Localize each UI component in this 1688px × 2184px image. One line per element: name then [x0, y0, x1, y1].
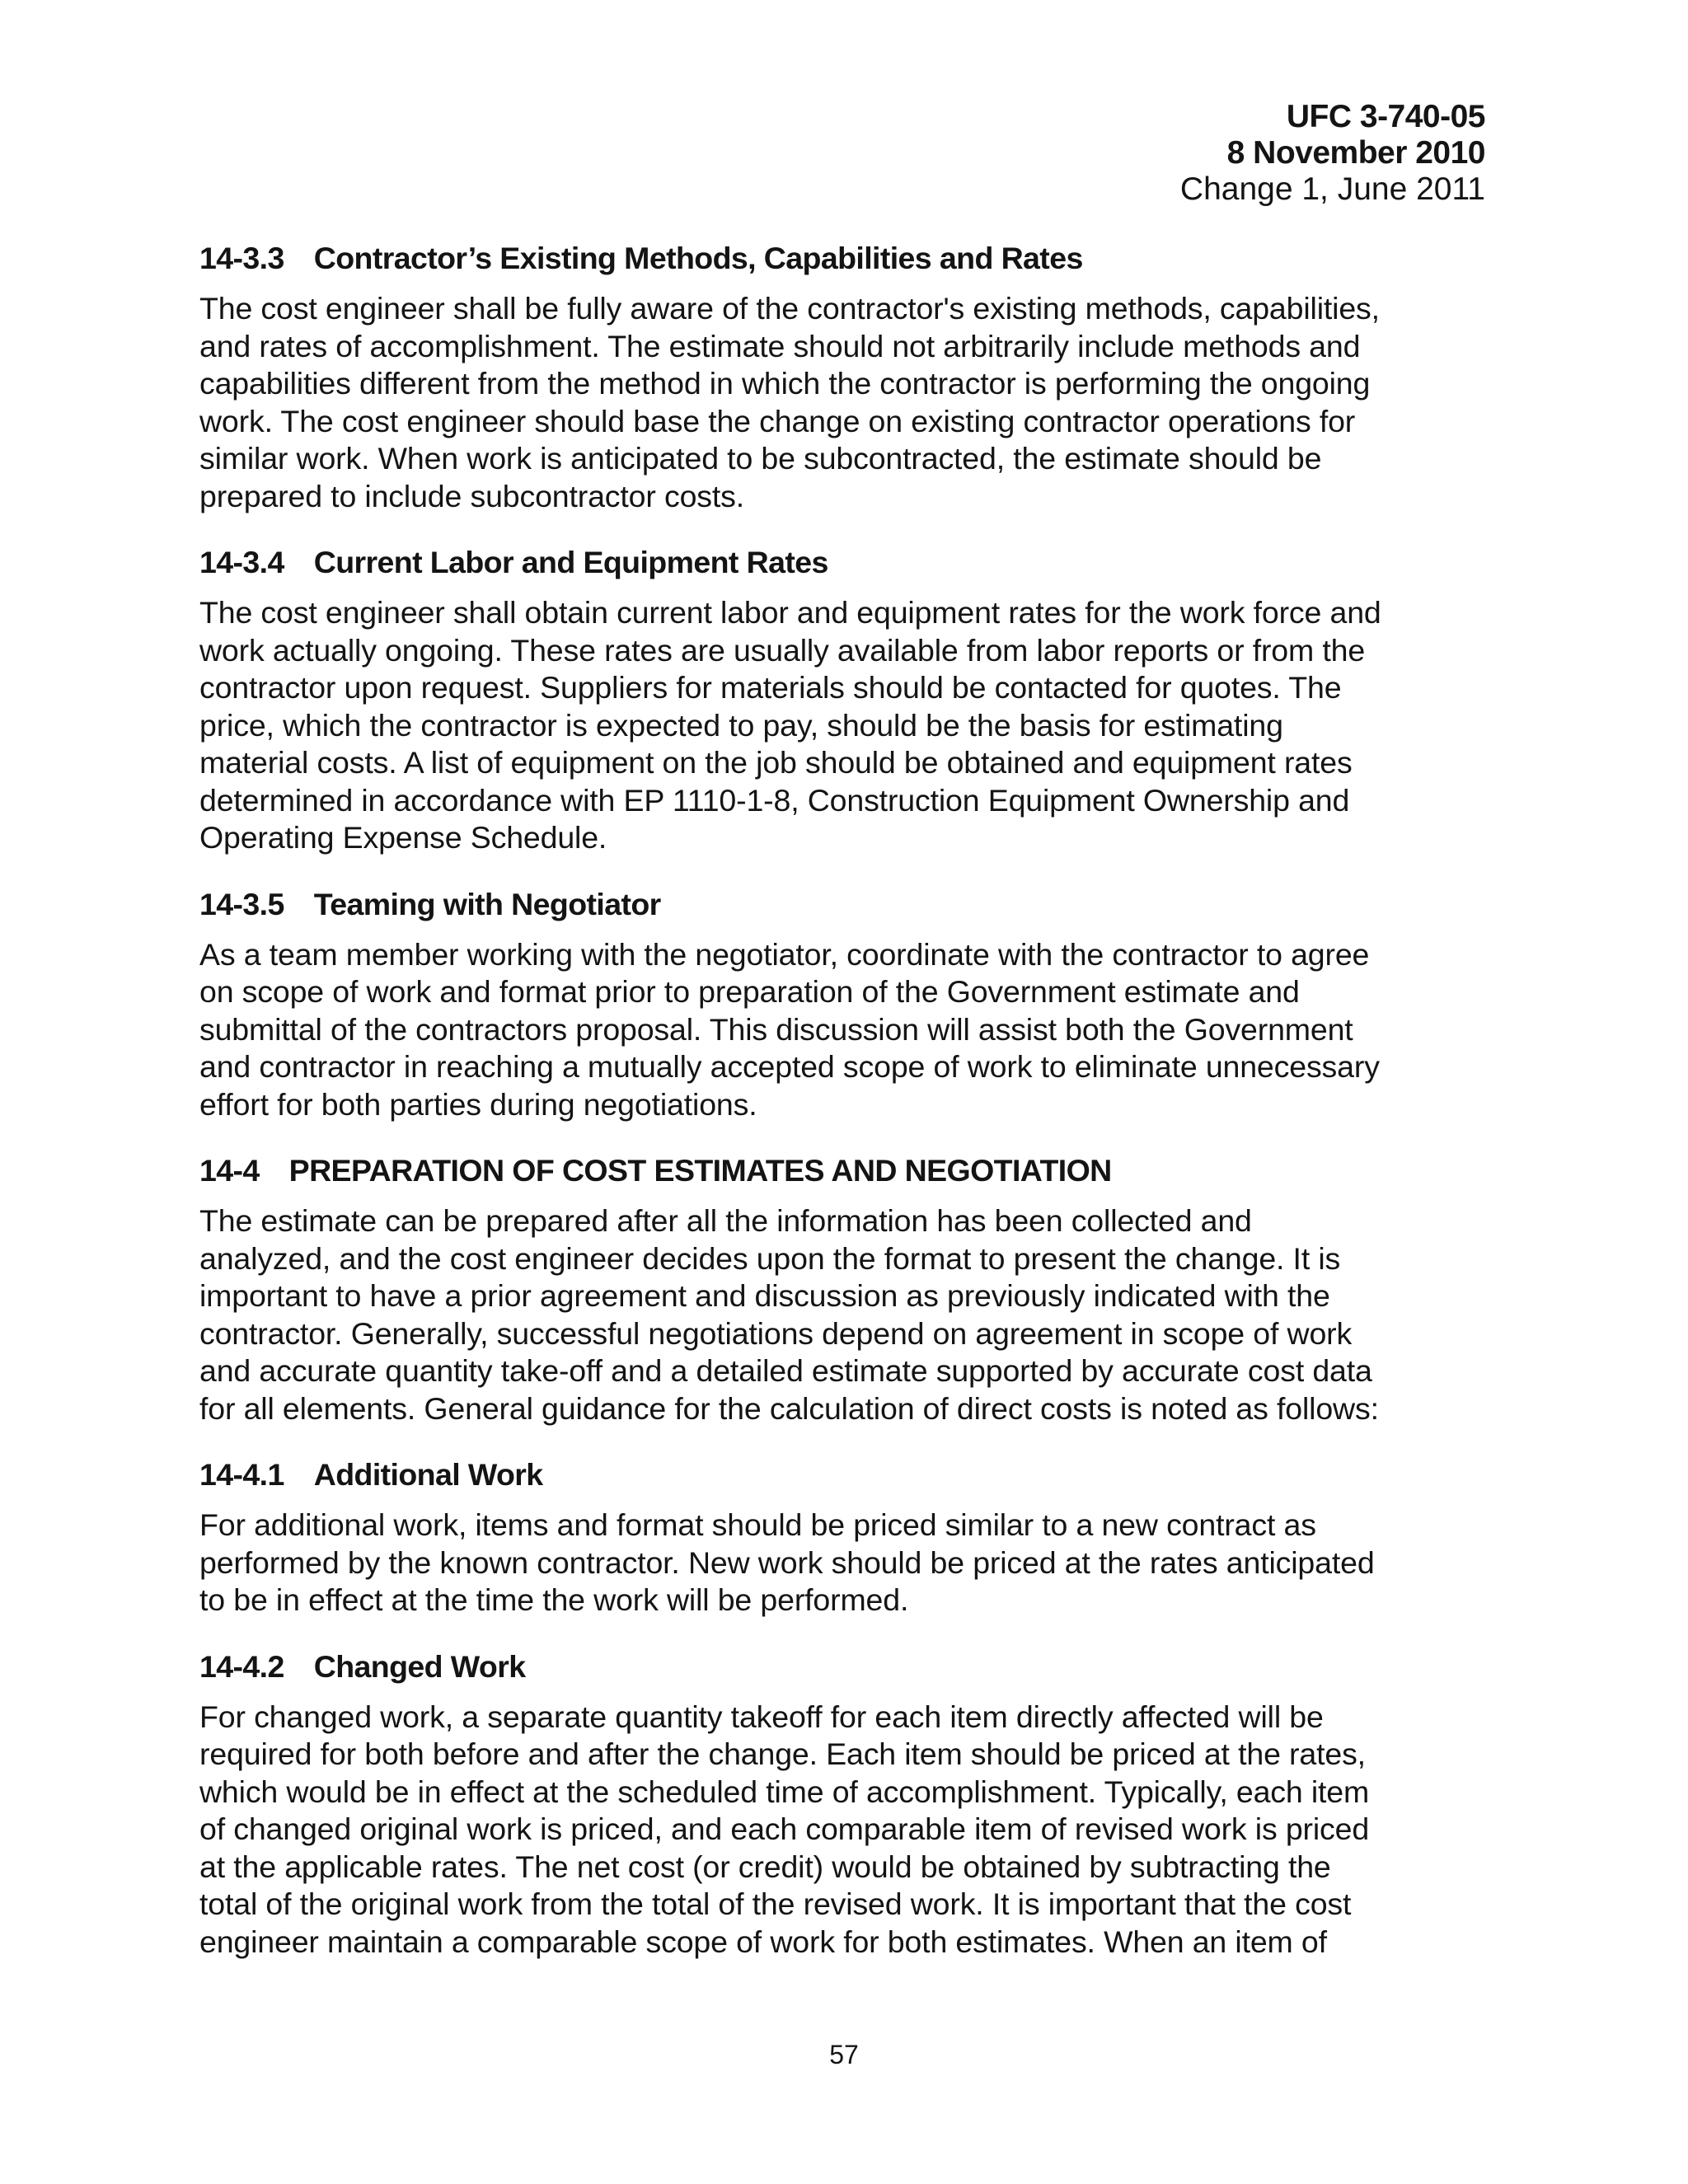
section-heading	[199, 239, 1502, 277]
section-title: Contractor’s Existing Methods, Capabilities and Rates	[313, 241, 1083, 275]
paragraph-line: submittal of the contractors proposal. This discussion will assist both the Government	[199, 1011, 1353, 1047]
paragraph-line: for all elements. General guidance for the calculation of direct costs is noted as follows:	[199, 1390, 1379, 1426]
paragraph-line: For changed work, a separate quantity takeoff for each item directly affected will be	[199, 1699, 1324, 1734]
section-14-3-4	[199, 543, 1502, 857]
paragraph-line: on scope of work and format prior to preparation of the Government estimate and	[199, 974, 1300, 1009]
section-title: Changed Work	[313, 1648, 526, 1684]
paragraph-line: required for both before and after the change. Each item should be priced at the rates,	[199, 1736, 1366, 1771]
section-title: PREPARATION OF COST ESTIMATES AND NEGOTIATION	[288, 1153, 1112, 1188]
paragraph-line: and contractor in reaching a mutually accepted scope of work to eliminate unnecessary	[199, 1049, 1380, 1084]
page-header	[1180, 99, 1485, 208]
paragraph-line: analyzed, and the cost engineer decides upon the format to present the change. It is	[199, 1240, 1341, 1276]
section-paragraph	[199, 1699, 1502, 1961]
paragraph-line: and accurate quantity take-off and a detailed estimate supported by accurate cost data	[199, 1353, 1372, 1388]
section-paragraph	[199, 936, 1502, 1124]
paragraph-line: contractor. Generally, successful negotiations depend on agreement in scope of work	[199, 1315, 1353, 1351]
section-14-4-1	[199, 1455, 1502, 1619]
paragraph-line: which would be in effect at the scheduled time of accomplishment. Typically, each item	[199, 1774, 1370, 1809]
change-note: Change 1, June 2011	[1179, 171, 1485, 207]
paragraph-line: For additional work, items and format should be priced similar to a new contract as	[199, 1507, 1316, 1542]
paragraph-line: capabilities different from the method in which the contractor is performing the ongoing	[199, 366, 1371, 401]
section-14-4	[199, 1151, 1502, 1427]
paragraph-line: performed by the known contractor. New work should be priced at the rates anticipated	[199, 1544, 1375, 1580]
section-14-3-5	[199, 885, 1502, 1124]
document-id: UFC 3-740-05	[1286, 99, 1485, 134]
paragraph-line: total of the original work from the total of the revised work. It is important that the cost	[199, 1886, 1352, 1921]
page-number: 57	[829, 2040, 859, 2069]
section-heading	[199, 543, 1502, 581]
section-14-4-2	[199, 1647, 1502, 1961]
section-paragraph	[199, 290, 1502, 515]
paragraph-line: effort for both parties during negotiations.	[199, 1086, 757, 1122]
document-body	[199, 239, 1502, 1989]
paragraph-line: similar work. When work is anticipated to be subcontracted, the estimate should be	[199, 441, 1322, 476]
section-title: Teaming with Negotiator	[313, 886, 661, 921]
paragraph-line: determined in accordance with EP 1110-1-8, Construction Equipment Ownership and	[199, 782, 1350, 818]
paragraph-line: important to have a prior agreement and discussion as previously indicated with the	[199, 1278, 1330, 1313]
section-heading	[199, 1151, 1502, 1189]
section-paragraph	[199, 1202, 1502, 1427]
paragraph-line: engineer maintain a comparable scope of work for both estimates. When an item of	[199, 1924, 1327, 1959]
paragraph-line: prepared to include subcontractor costs.	[199, 478, 745, 513]
section-paragraph	[199, 1507, 1502, 1619]
section-paragraph	[199, 594, 1502, 857]
section-number: 14-4.1	[199, 1457, 284, 1492]
paragraph-line: The cost engineer shall be fully aware of the contractor's existing methods, capabilities,	[199, 291, 1380, 326]
section-number: 14-4	[199, 1153, 260, 1188]
section-title: Additional Work	[313, 1457, 543, 1492]
section-heading	[199, 885, 1502, 923]
paragraph-line: The cost engineer shall obtain current labor and equipment rates for the work force and	[199, 595, 1381, 630]
section-heading	[199, 1647, 1502, 1685]
paragraph-line: material costs. A list of equipment on the job should be obtained and equipment rates	[199, 745, 1353, 780]
paragraph-line: price, which the contractor is expected to pay, should be the basis for estimating	[199, 707, 1283, 743]
paragraph-line: of changed original work is priced, and each comparable item of revised work is priced	[199, 1811, 1370, 1846]
paragraph-line: work. The cost engineer should base the change on existing contractor operations for	[199, 403, 1356, 438]
paragraph-line: to be in effect at the time the work will be performed.	[199, 1582, 909, 1617]
paragraph-line: The estimate can be prepared after all the information has been collected and	[199, 1203, 1252, 1238]
paragraph-line: As a team member working with the negotiator, coordinate with the contractor to agree	[199, 936, 1370, 972]
document-date: 8 November 2010	[1226, 135, 1485, 171]
paragraph-line: Operating Expense Schedule.	[199, 820, 607, 855]
section-title: Current Labor and Equipment Rates	[313, 545, 828, 579]
paragraph-line: at the applicable rates. The net cost (or credit) would be obtained by subtracting the	[199, 1849, 1331, 1884]
section-number: 14-3.4	[199, 545, 284, 579]
section-heading	[199, 1455, 1502, 1493]
paragraph-line: and rates of accomplishment. The estimate should not arbitrarily include methods and	[199, 328, 1361, 363]
section-number: 14-4.2	[199, 1648, 284, 1684]
section-number: 14-3.3	[199, 241, 284, 275]
section-number: 14-3.5	[199, 886, 284, 921]
paragraph-line: contractor upon request. Suppliers for materials should be contacted for quotes. The	[199, 670, 1342, 705]
paragraph-line: work actually ongoing. These rates are usually available from labor reports or from the	[199, 632, 1366, 668]
section-14-3-3	[199, 239, 1502, 515]
